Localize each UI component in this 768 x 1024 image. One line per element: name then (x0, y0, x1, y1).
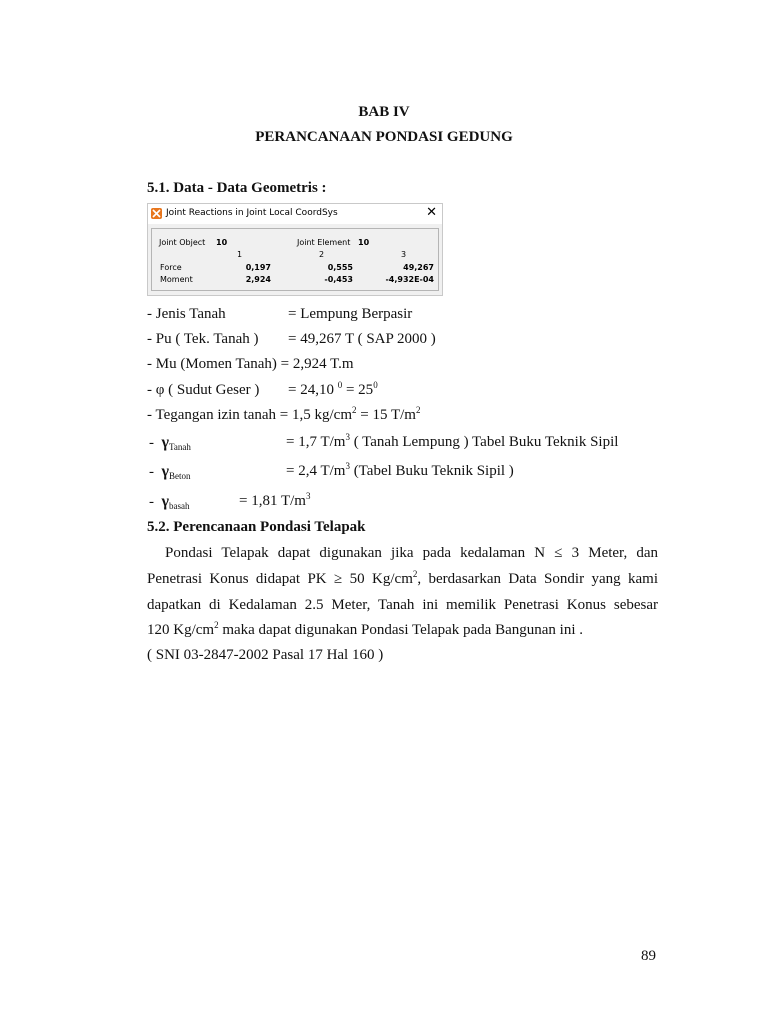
gamma-tanah-label: - $\gamma_{Tanah}$ (149, 434, 191, 452)
jenis-tanah-value: = Lempung Berpasir (288, 306, 413, 322)
row-label-force: Force (160, 263, 182, 272)
joint-object-value: 10 (216, 238, 228, 247)
moment-value-2: -0,453 (324, 275, 353, 284)
pu-value: = 49,267 T ( SAP 2000 ) (288, 331, 436, 347)
reactions-panel (151, 228, 439, 291)
close-icon[interactable]: ✕ (426, 205, 437, 220)
gamma-tanah-value: = 1,7 $T/m^3$ ( Tanah Lempung ) Tabel Buku Teknik Sipil (286, 432, 619, 450)
joint-reactions-window (147, 203, 443, 296)
paragraph-line-2: Penetrasi Konus didapat PK ≥ 50 $Kg/cm^2$, berdasarkan Data Sondir yang kami (147, 569, 658, 587)
column-header: 2 (319, 250, 325, 259)
column-header: 1 (237, 250, 243, 259)
section-2-title: 5.2. Perencanaan Pondasi Telapak (147, 519, 366, 535)
sap-app-icon (151, 208, 162, 219)
chapter-title: PERANCANAAN PONDASI GEDUNG (255, 129, 513, 145)
row-label-moment: Moment (160, 275, 193, 284)
window-titlebar (148, 204, 442, 224)
jenis-tanah-label: - Jenis Tanah (147, 306, 226, 322)
force-value-1: 0,197 (245, 263, 271, 272)
joint-object-label: Joint Object (159, 238, 206, 247)
force-value-2: 0,555 (327, 263, 353, 272)
gamma-basah-label: - $\gamma_{basah}$ (149, 493, 190, 511)
column-header: 3 (401, 250, 407, 259)
phi-label: - φ ( Sudut Geser ) (147, 382, 260, 398)
section-1-title: 5.1. Data - Data Geometris : (147, 180, 327, 196)
moment-value-3: -4,932E-04 (385, 275, 434, 284)
joint-element-label: Joint Element (297, 238, 351, 247)
paragraph-line-3: dapatkan di Kedalaman 2.5 Meter, Tanah ini memilik Penetrasi Konus sebesar (147, 597, 658, 613)
page-number: 89 (641, 948, 656, 964)
moment-value-1: 2,924 (245, 275, 271, 284)
force-value-3: 49,267 (403, 263, 434, 272)
tegangan-line: - Tegangan izin tanah = 1,5 $kg/cm^2 = 15$ $T/m^2$ (147, 405, 421, 423)
gamma-beton-label: - $\gamma_{Beton}$ (149, 463, 191, 481)
phi-value: = 24,10 $^0 = 25^0$ (288, 380, 378, 398)
pu-label: - Pu ( Tek. Tanah ) (147, 331, 259, 347)
joint-element-value: 10 (358, 238, 370, 247)
gamma-basah-value: = 1,81 $T/m^3$ (239, 491, 311, 509)
chapter-heading: BAB IV (358, 104, 410, 120)
window-title: Joint Reactions in Joint Local CoordSys (166, 208, 338, 218)
paragraph-line-4: 120 $Kg/cm^2$ maka dapat digunakan Pondasi Telapak pada Bangunan ini . (147, 620, 583, 638)
reference-line: ( SNI 03-2847-2002 Pasal 17 Hal 160 ) (147, 647, 384, 663)
gamma-beton-value: = 2,4 $T/m^3$ (Tabel Buku Teknik Sipil ) (286, 461, 514, 479)
paragraph-line-1: Pondasi Telapak dapat digunakan jika pada kedalaman N ≤ 3 Meter, dan (165, 545, 658, 561)
mu-line: - Mu (Momen Tanah) = 2,924 T.m (147, 356, 354, 372)
